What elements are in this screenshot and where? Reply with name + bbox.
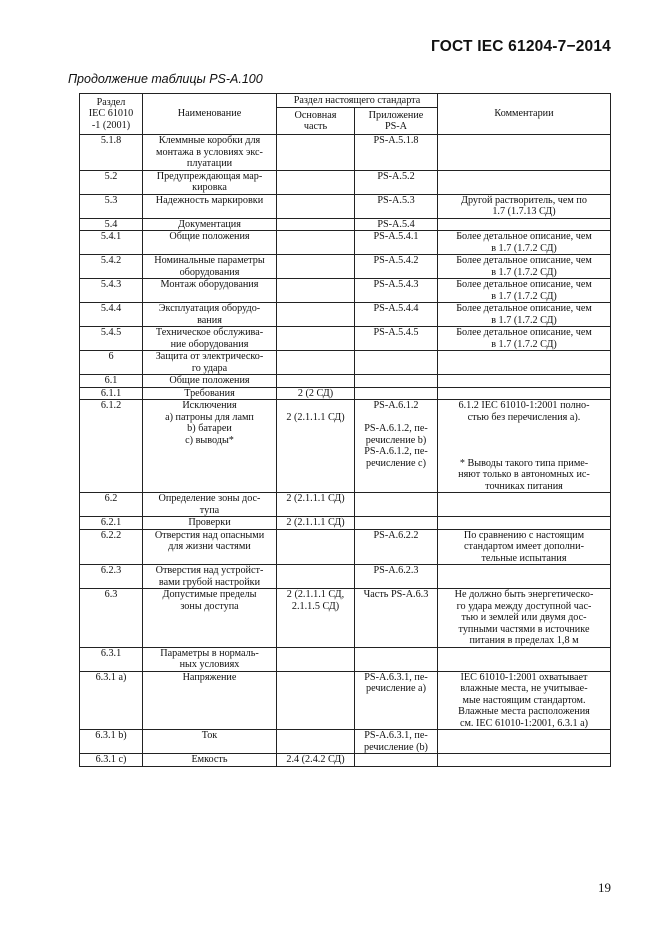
header-appendix: Приложение PS-A (355, 108, 438, 135)
cell-comment (438, 387, 611, 400)
table-row (80, 589, 611, 648)
cell-main-part (277, 327, 355, 351)
cell-appendix: PS-A.5.2 (355, 170, 438, 194)
cell-name: Эксплуатация оборудо- вания (143, 303, 277, 327)
table-caption: Продолжение таблицы PS-A.100 (68, 72, 263, 86)
cell-main-part (277, 279, 355, 303)
cell-name: Предупреждающая мар- кировка (143, 170, 277, 194)
table-row (80, 303, 611, 327)
cell-comment (438, 170, 611, 194)
cell-main-part (277, 231, 355, 255)
cell-section: 5.4.5 (80, 327, 143, 351)
table-row (80, 400, 611, 493)
cell-comment: 6.1.2 IEC 61010-1:2001 полно- стью без перечисления а). * Выводы такого типа приме- няют только в автономных ис- точниках питания (438, 400, 611, 493)
cell-appendix (355, 375, 438, 388)
cell-appendix: PS-A.6.3.1, пе- речисление а) (355, 671, 438, 730)
cell-name: Документация (143, 218, 277, 231)
cell-main-part (277, 194, 355, 218)
table-row (80, 517, 611, 530)
cell-comment: Более детальное описание, чем в 1.7 (1.7.2 СД) (438, 255, 611, 279)
cell-appendix (355, 647, 438, 671)
cell-section: 6.2 (80, 493, 143, 517)
cell-comment: По сравнению с настоящим стандартом имеет дополни- тельные испытания (438, 529, 611, 565)
header-section: Раздел IEC 61010 -1 (2001) (80, 94, 143, 135)
table-row (80, 493, 611, 517)
cell-section: 5.1.8 (80, 135, 143, 171)
table-row (80, 387, 611, 400)
cell-appendix (355, 351, 438, 375)
cell-name: Отверстия над опасными для жизни частями (143, 529, 277, 565)
cell-section: 6.1.2 (80, 400, 143, 493)
cell-comment: Более детальное описание, чем в 1.7 (1.7.2 СД) (438, 327, 611, 351)
cell-comment: Более детальное описание, чем в 1.7 (1.7.2 СД) (438, 303, 611, 327)
cell-appendix: Часть PS-A.6.3 (355, 589, 438, 648)
cell-section: 6.2.2 (80, 529, 143, 565)
cell-section: 5.3 (80, 194, 143, 218)
table-row (80, 135, 611, 171)
cell-name: Защита от электрическо- го удара (143, 351, 277, 375)
table-row (80, 255, 611, 279)
table-row (80, 194, 611, 218)
header-comments: Комментарии (438, 94, 611, 135)
standard-designation: ГОСТ IEC 61204-7−2014 (431, 38, 611, 55)
cell-name: Параметры в нормаль- ных условиях (143, 647, 277, 671)
cell-comment (438, 647, 611, 671)
cell-name: Отверстия над устройст- вами грубой настройки (143, 565, 277, 589)
cell-name: Клеммные коробки для монтажа в условиях экс- плуатации (143, 135, 277, 171)
table-row (80, 351, 611, 375)
cell-main-part (277, 218, 355, 231)
table-row (80, 375, 611, 388)
cell-name: Номинальные параметры оборудования (143, 255, 277, 279)
cell-comment: Другой растворитель, чем по 1.7 (1.7.13 СД) (438, 194, 611, 218)
cell-name: Общие положения (143, 375, 277, 388)
cell-main-part: 2 (2.1.1.1 СД) (277, 493, 355, 517)
cell-name: Проверки (143, 517, 277, 530)
cell-name: Исключения а) патроны для ламп b) батареи c) выводы* (143, 400, 277, 493)
cell-appendix: PS-A.6.1.2 PS-A.6.1.2, пе- речисление b) PS-A.6.1.2, пе- речисление с) (355, 400, 438, 493)
table-row (80, 565, 611, 589)
cell-comment (438, 493, 611, 517)
cell-main-part: 2 (2.1.1.1 СД) (277, 400, 355, 493)
cell-appendix: PS-A.6.2.3 (355, 565, 438, 589)
table-row (80, 170, 611, 194)
cell-main-part (277, 565, 355, 589)
table-row (80, 529, 611, 565)
cell-comment (438, 135, 611, 171)
cell-name: Емкость (143, 754, 277, 767)
cell-main-part (277, 255, 355, 279)
cell-appendix: PS-A.5.4.4 (355, 303, 438, 327)
cell-main-part (277, 647, 355, 671)
header-name: Наименование (143, 94, 277, 135)
table-row (80, 754, 611, 767)
cell-main-part (277, 671, 355, 730)
cell-appendix (355, 387, 438, 400)
cell-appendix: PS-A.5.4.5 (355, 327, 438, 351)
cell-main-part (277, 730, 355, 754)
cell-name: Общие положения (143, 231, 277, 255)
cell-section: 6 (80, 351, 143, 375)
cell-main-part: 2.4 (2.4.2 СД) (277, 754, 355, 767)
cell-appendix (355, 493, 438, 517)
cell-comment (438, 375, 611, 388)
cell-comment (438, 517, 611, 530)
cell-main-part: 2 (2.1.1.1 СД) (277, 517, 355, 530)
page-number: 19 (598, 880, 611, 895)
table-row (80, 647, 611, 671)
cell-comment: Более детальное описание, чем в 1.7 (1.7.2 СД) (438, 279, 611, 303)
cell-appendix: PS-A.6.2.2 (355, 529, 438, 565)
table-row (80, 730, 611, 754)
cell-section: 6.2.1 (80, 517, 143, 530)
cell-appendix: PS-A.6.3.1, пе- речисление (b) (355, 730, 438, 754)
cell-comment (438, 218, 611, 231)
cell-main-part (277, 170, 355, 194)
table-row (80, 231, 611, 255)
cell-appendix (355, 754, 438, 767)
cell-main-part: 2 (2 СД) (277, 387, 355, 400)
cell-main-part (277, 375, 355, 388)
cell-name: Надежность маркировки (143, 194, 277, 218)
cell-section: 5.4.1 (80, 231, 143, 255)
table-row (80, 671, 611, 730)
cell-section: 5.4 (80, 218, 143, 231)
cell-comment: Не должно быть энергетическо- го удара между доступной час- тью и землей или двумя дос- тупными частями в источнике питания в пределах 1,8 м (438, 589, 611, 648)
cell-section: 6.3.1 a) (80, 671, 143, 730)
cell-comment (438, 730, 611, 754)
cell-name: Напряжение (143, 671, 277, 730)
cell-name: Техническое обслужива- ние оборудования (143, 327, 277, 351)
cell-name: Монтаж оборудования (143, 279, 277, 303)
cell-comment (438, 351, 611, 375)
table-row (80, 279, 611, 303)
cell-section: 6.3 (80, 589, 143, 648)
cell-appendix: PS-A.5.4.2 (355, 255, 438, 279)
header-group: Раздел настоящего стандарта (277, 94, 438, 108)
cell-comment: IEC 61010-1:2001 охватывает влажные места, не учитывае- мые настоящим стандартом. Влажные места расположения см. IEC 61010-1:2001, 6.3.1 а) (438, 671, 611, 730)
cell-section: 6.3.1 b) (80, 730, 143, 754)
cell-comment: Более детальное описание, чем в 1.7 (1.7.2 СД) (438, 231, 611, 255)
cell-section: 6.3.1 (80, 647, 143, 671)
cell-section: 6.3.1 c) (80, 754, 143, 767)
cell-section: 6.1.1 (80, 387, 143, 400)
cell-section: 5.2 (80, 170, 143, 194)
table-row (80, 327, 611, 351)
cell-appendix: PS-A.5.3 (355, 194, 438, 218)
cell-section: 5.4.3 (80, 279, 143, 303)
cell-appendix: PS-A.5.4.1 (355, 231, 438, 255)
cell-main-part (277, 135, 355, 171)
cell-section: 5.4.2 (80, 255, 143, 279)
cell-comment (438, 754, 611, 767)
cell-appendix: PS-A.5.4.3 (355, 279, 438, 303)
cell-appendix (355, 517, 438, 530)
cell-main-part: 2 (2.1.1.1 СД, 2.1.1.5 СД) (277, 589, 355, 648)
cell-main-part (277, 351, 355, 375)
cell-main-part (277, 529, 355, 565)
cell-name: Допустимые пределы зоны доступа (143, 589, 277, 648)
cell-section: 5.4.4 (80, 303, 143, 327)
cell-section: 6.1 (80, 375, 143, 388)
cell-appendix: PS-A.5.4 (355, 218, 438, 231)
cell-section: 6.2.3 (80, 565, 143, 589)
cell-name: Требования (143, 387, 277, 400)
cell-appendix: PS-A.5.1.8 (355, 135, 438, 171)
table-row (80, 218, 611, 231)
cell-comment (438, 565, 611, 589)
cell-name: Ток (143, 730, 277, 754)
cell-main-part (277, 303, 355, 327)
header-main-part: Основная часть (277, 108, 355, 135)
sections-table (79, 93, 611, 767)
cell-name: Определение зоны дос- тупа (143, 493, 277, 517)
